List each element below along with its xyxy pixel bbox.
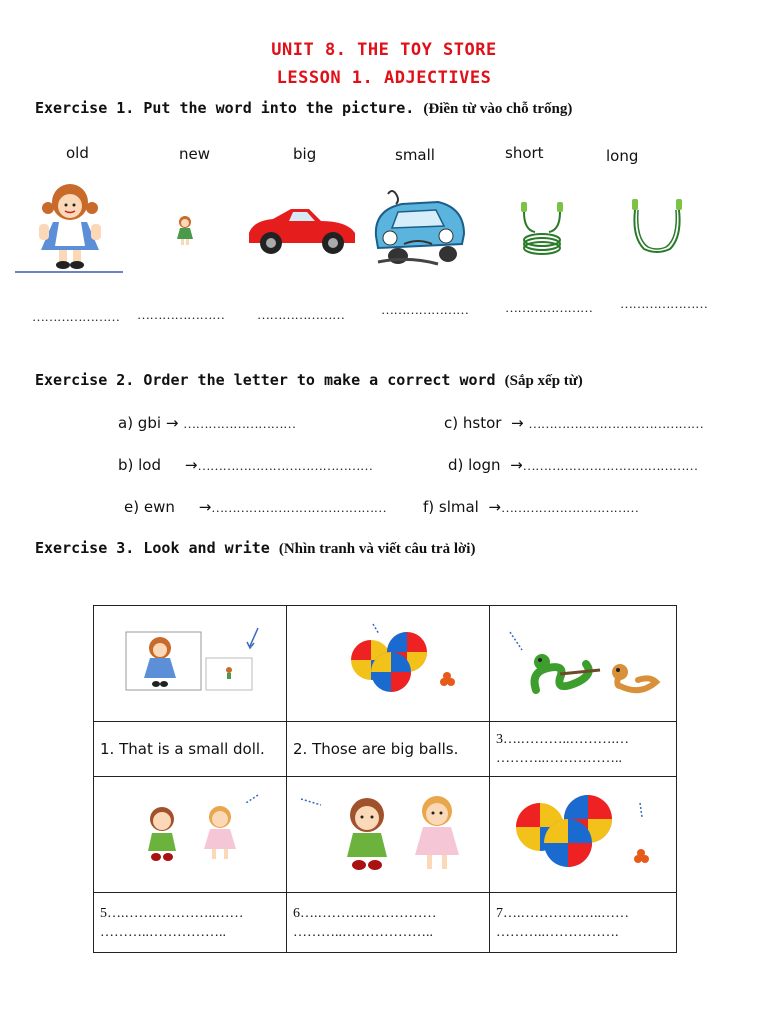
answer-7-line-1[interactable]: 7….………….…..…… bbox=[496, 905, 629, 921]
blank-3[interactable]: ………………… bbox=[257, 307, 345, 322]
answer-7-line-2[interactable]: ………..……………. bbox=[496, 924, 619, 940]
blank-2[interactable]: ………………… bbox=[137, 307, 225, 322]
ex2-label-f: f) slmal bbox=[423, 498, 479, 516]
picture-cell-5 bbox=[94, 777, 287, 893]
doll-comparison-picture bbox=[94, 606, 284, 716]
ex2-blank-e[interactable]: …………………………………… bbox=[211, 500, 387, 515]
lesson-title: LESSON 1. ADJECTIVES bbox=[276, 68, 492, 88]
picture-cell-2 bbox=[287, 606, 490, 722]
word-old: old bbox=[66, 144, 89, 162]
word-short: short bbox=[505, 144, 544, 162]
blank-1[interactable]: ………………… bbox=[32, 309, 120, 324]
ex2-label-d: d) logn bbox=[448, 456, 501, 474]
big-car-picture bbox=[243, 203, 361, 258]
exercise3-heading bbox=[35, 539, 475, 558]
exercise2-heading-text: Exercise 2. Order the letter to make a correct word bbox=[35, 371, 496, 389]
exercise3-table bbox=[93, 605, 677, 953]
ex2-blank-b[interactable]: …………………………………… bbox=[197, 458, 373, 473]
exercise2-heading bbox=[35, 371, 583, 390]
arrow-icon: → bbox=[184, 456, 198, 474]
arrow-icon: → bbox=[488, 498, 501, 516]
arrow-icon: → bbox=[198, 498, 212, 516]
answer-6-line-2[interactable]: ………..……………….. bbox=[293, 924, 433, 940]
picture-cell-1 bbox=[94, 606, 287, 722]
sentence-2: 2. Those are big balls. bbox=[287, 722, 490, 777]
picture-cell-6 bbox=[287, 777, 490, 893]
answer-3[interactable] bbox=[490, 722, 677, 777]
sentence-1: 1. That is a small doll. bbox=[94, 722, 287, 777]
blank-5[interactable]: ………………… bbox=[505, 300, 593, 315]
arrow-icon: → bbox=[510, 414, 524, 432]
exercise3-heading-text: Exercise 3. Look and write bbox=[35, 539, 270, 557]
answer-5-line-2[interactable]: ………..…………….. bbox=[100, 924, 226, 940]
ex2-blank-d[interactable]: …………………………………… bbox=[522, 458, 698, 473]
answer-3-line-2[interactable]: ………..…………….. bbox=[496, 751, 622, 766]
ex2-label-a: a) gbi bbox=[118, 414, 162, 432]
balls-comparison-picture bbox=[490, 777, 674, 887]
small-doll-picture bbox=[172, 215, 198, 249]
exercise1-heading-vn: (Điền từ vào chỗ trống) bbox=[423, 101, 573, 117]
answer-6-line-1[interactable]: 6….………..…………… bbox=[293, 905, 437, 921]
answer-5[interactable] bbox=[94, 893, 287, 953]
blank-6[interactable]: ………………… bbox=[620, 296, 708, 311]
big-balls-picture bbox=[287, 606, 487, 716]
answer-6[interactable] bbox=[287, 893, 490, 953]
two-dolls-small-picture bbox=[94, 777, 284, 887]
word-small: small bbox=[395, 146, 435, 164]
ex2-item-e bbox=[124, 498, 386, 516]
word-long: long bbox=[606, 147, 639, 165]
word-big: big bbox=[293, 145, 317, 163]
long-cord-picture bbox=[626, 197, 688, 259]
arrow-icon: → bbox=[165, 414, 179, 432]
big-doll-picture bbox=[15, 182, 125, 274]
ex2-blank-f[interactable]: …………………………… bbox=[500, 500, 639, 515]
ex2-blank-a[interactable]: ……………………… bbox=[183, 416, 296, 431]
short-cord-picture bbox=[515, 200, 571, 258]
answer-3-line-1[interactable]: 3….………..……….… bbox=[496, 732, 629, 747]
ex2-blank-c[interactable]: …………………………………… bbox=[528, 416, 704, 431]
picture-cell-3 bbox=[490, 606, 677, 722]
exercise1-heading bbox=[35, 99, 572, 118]
exercise3-heading-vn: (Nhìn tranh và viết câu trả lời) bbox=[278, 541, 476, 557]
two-dolls-big-picture bbox=[287, 777, 487, 887]
exercise2-heading-vn: (Sắp xếp từ) bbox=[504, 373, 583, 389]
ex2-label-e: e) ewn bbox=[124, 498, 175, 516]
unit-title: UNIT 8. THE TOY STORE bbox=[271, 40, 497, 60]
exercise1-heading-text: Exercise 1. Put the word into the picture. bbox=[35, 99, 415, 117]
blank-4[interactable]: ………………… bbox=[381, 302, 469, 317]
ex2-item-a bbox=[118, 414, 296, 432]
word-new: new bbox=[179, 145, 211, 163]
snakes-picture bbox=[490, 606, 674, 716]
answer-5-line-1[interactable]: 5….………………..…… bbox=[100, 905, 244, 921]
old-car-picture bbox=[368, 186, 468, 268]
answer-7[interactable] bbox=[490, 893, 677, 953]
ex2-item-f bbox=[423, 498, 638, 516]
ex2-item-b bbox=[118, 456, 372, 474]
ex2-item-c bbox=[444, 414, 703, 432]
ex2-item-d bbox=[448, 456, 698, 474]
ex2-label-c: c) hstor bbox=[444, 414, 502, 432]
arrow-icon: → bbox=[510, 456, 523, 474]
picture-cell-7 bbox=[490, 777, 677, 893]
ex2-label-b: b) lod bbox=[118, 456, 162, 474]
